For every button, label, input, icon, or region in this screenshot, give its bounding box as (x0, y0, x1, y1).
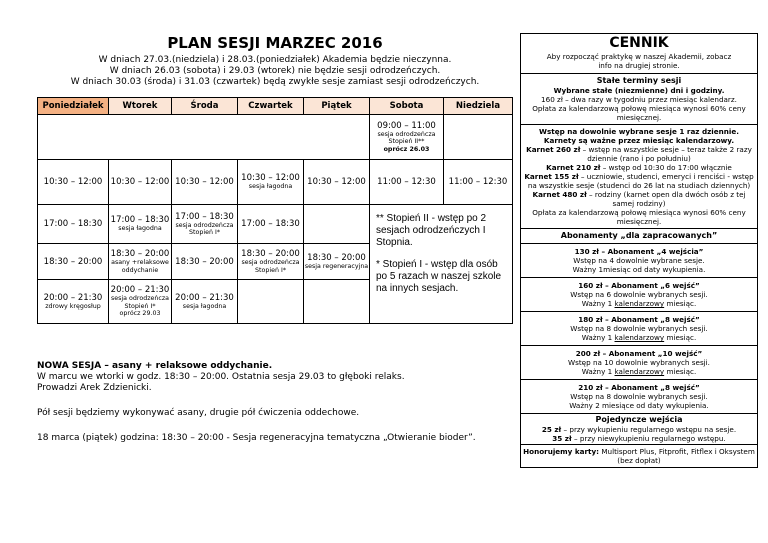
day-header: Piątek (304, 98, 370, 115)
day-header: Niedziela (444, 98, 513, 115)
session-cell: 20:00 – 21:30 zdrowy kręgosłup (38, 280, 109, 324)
intro-line: W dniach 27.03.(niedziela) i 28.03.(poniedziałek) Akademia będzie nieczynna. (98, 55, 452, 65)
price-title: CENNIK (609, 35, 669, 51)
session-cell: 10:30 – 12:00 (38, 160, 109, 205)
stopien-two-note: ** Stopień II - wstęp po 2 sesjach odrodzeńczych I Stopnia. (376, 213, 487, 248)
note-line: Prowadzi Arek Zdzienicki. (37, 383, 152, 393)
session-cell: 17:00 – 18:30 sesja łagodna (109, 205, 172, 244)
schedule-row (38, 115, 513, 160)
stale-section: Stałe terminy sesji Wybrane stałe (niezmienne) dni i godziny. 160 zł – dwa razy w tygodniu przez miesiąc kalendarz. Opłata za kalendarzową połowę miesiąca wynosi 60% ceny miesięcznej. (521, 74, 757, 125)
schedule-table (37, 97, 513, 324)
day-header: Wtorek (109, 98, 172, 115)
session-cell: 09:00 – 11:00 sesja odrodzeńcza Stopień II** oprócz 26.03 (370, 115, 444, 160)
session-cell: 18:30 – 20:00 asany +relaksowe oddychanie (109, 244, 172, 280)
abonament-8: 180 zł – Abonament „8 wejść” Wstęp na 8 dowolnie wybranych sesji. Ważny 1 kalendarzowy miesiąc. (521, 312, 757, 346)
session-cell: 10:30 – 12:00 (304, 160, 370, 205)
session-cell: 17:00 – 18:30 sesja odrodzeńcza Stopień I* (172, 205, 238, 244)
session-cell: 11:00 – 12:30 (370, 160, 444, 205)
schedule-row (38, 160, 513, 205)
intro-line: W dniach 30.03 (środa) i 31.03 (czwartek) będą zwykłe sesje zamiast sesji odrodzeńczych. (70, 77, 480, 87)
page-title: PLAN SESJI MARZEC 2016 (167, 34, 383, 52)
intro-line: W dniach 26.03 (sobota) i 29.03 (wtorek) nie będzie sesji odrodzeńczych. (109, 66, 441, 76)
abonament-4: 130 zł – Abonament „4 wejścia” Wstęp na 4 dowolnie wybrane sesje. Ważny 1miesiąc od daty wykupienia. (521, 244, 757, 278)
stars-legend (370, 205, 513, 324)
single-entry-section: Pojedyncze wejścia 25 zł – przy wykupieniu regularnego wstępu na sesje. 35 zł – przy niewykupieniu regularnego wstępu. (521, 414, 757, 445)
price-intro: Aby rozpocząć praktykę w naszej Akademii, zobacz info na drugiej stronie. (546, 52, 732, 70)
day-header: Czwartek (238, 98, 304, 115)
stopien-one-note: * Stopień I - wstęp dla osób po 5 razach w naszej szkole na innych sesjach. (376, 259, 502, 294)
session-cell: 20:00 – 21:30 sesja łagodna (172, 280, 238, 324)
price-list (520, 33, 758, 468)
session-cell: 17:00 – 18:30 (238, 205, 304, 244)
session-cell: 10:30 – 12:00 (172, 160, 238, 205)
session-cell: 18:30 – 20:00 (38, 244, 109, 280)
new-session-notes (37, 361, 507, 444)
day-header: Środa (172, 98, 238, 115)
session-cell: 20:00 – 21:30 sesja odrodzeńcza Stopień I* oprócz 29.03 (109, 280, 172, 324)
intro-notice (40, 55, 510, 88)
session-cell: 17:00 – 18:30 (38, 205, 109, 244)
note-line: Pół sesji będziemy wykonywać asany, drugie pół ćwiczenia oddechowe. (37, 408, 360, 418)
abonament-8-two-months: 210 zł – Abonament „8 wejść” Wstęp na 8 dowolnie wybranych sesji. Ważny 2 miesiące od daty wykupienia. (569, 383, 709, 410)
karnety-section: Wstęp na dowolnie wybrane sesje 1 raz dziennie. Karnety są ważne przez miesiąc kalendarzowy. Karnet 260 zł – wstęp na wszystkie sesje – teraz także 2 razy dziennie (rano i po południu) Karnet 210 zł – wstęp od 10:30 do 17:00 włącznie Karnet 155 zł – uczniowie, studenci, emeryci i renciści - wstęp na wszystkie sesje (studenci do 26 lat na studiach dziennych) Karnet 480 zł – rodziny (karnet open dla dwóch osób z tej samej rodziny) Opłata za kalendarzową połowę miesiąca wynosi 60% ceny miesięcznej. (521, 125, 757, 229)
session-cell: 18:30 – 20:00 (172, 244, 238, 280)
abonament-6: 160 zł – Abonament „6 wejść” Wstęp na 6 dowolnie wybranych sesji. Ważny 1 kalendarzowy miesiąc. (521, 278, 757, 312)
session-cell: 18:30 – 20:00 sesja odrodzeńcza Stopień I* (238, 244, 304, 280)
day-header: Poniedziałek (38, 98, 109, 115)
note-line: 18 marca (piątek) godzina: 18:30 – 20:00 - Sesja regeneracyjna tematyczna „Otwieranie bioder”. (37, 433, 476, 443)
session-cell: 11:00 – 12:30 (444, 160, 513, 205)
abonamenty-section: Abonamenty „dla zapracowanych” 130 zł – Abonament „4 wejścia” Wstęp na 4 dowolnie wybrane sesje. Ważny 1miesiąc od daty wykupienia. 160 zł – Abonament „6 wejść” Wstęp na 6 dowolnie wybranych sesji. Ważny 1 kalendarzowy miesiąc. 180 zł – Abonament „8 wejść” Wstęp na 8 dowolnie wybranych sesji. Ważny 1 kalendarzowy miesiąc. 200 zł – Abonament „10 wejść” Wstęp na 10 dowolnie wybranych sesji. Ważny 1 kalendarzowy miesiąc. 210 zł – Abonament „8 wejść” Wstęp na 8 dowolnie wybranych sesji. Ważny 2 miesiące od daty wykupienia. (521, 229, 757, 414)
note-line: W marcu we wtorki w godz. 18:30 – 20:00. Ostatnia sesja 29.03 to głęboki relaks. (37, 372, 405, 382)
session-cell: 10:30 – 12:00 sesja łagodna (238, 160, 304, 205)
header-row (38, 98, 513, 115)
price-header (521, 34, 757, 74)
abonament-10: 200 zł – Abonament „10 wejść” Wstęp na 10 dowolnie wybranych sesji. Ważny 1 kalendarzowy miesiąc. (521, 346, 757, 380)
day-header: Sobota (370, 98, 444, 115)
schedule-row (38, 205, 513, 244)
new-session-heading: NOWA SESJA – asany + relaksowe oddychanie. (37, 361, 273, 371)
session-cell: 10:30 – 12:00 (109, 160, 172, 205)
session-cell: 18:30 – 20:00 sesja regeneracyjna (304, 244, 370, 280)
cards-section: Honorujemy karty: Multisport Plus, Fitprofit, Fitflex i Oksystem (bez dopłat) (523, 447, 755, 465)
